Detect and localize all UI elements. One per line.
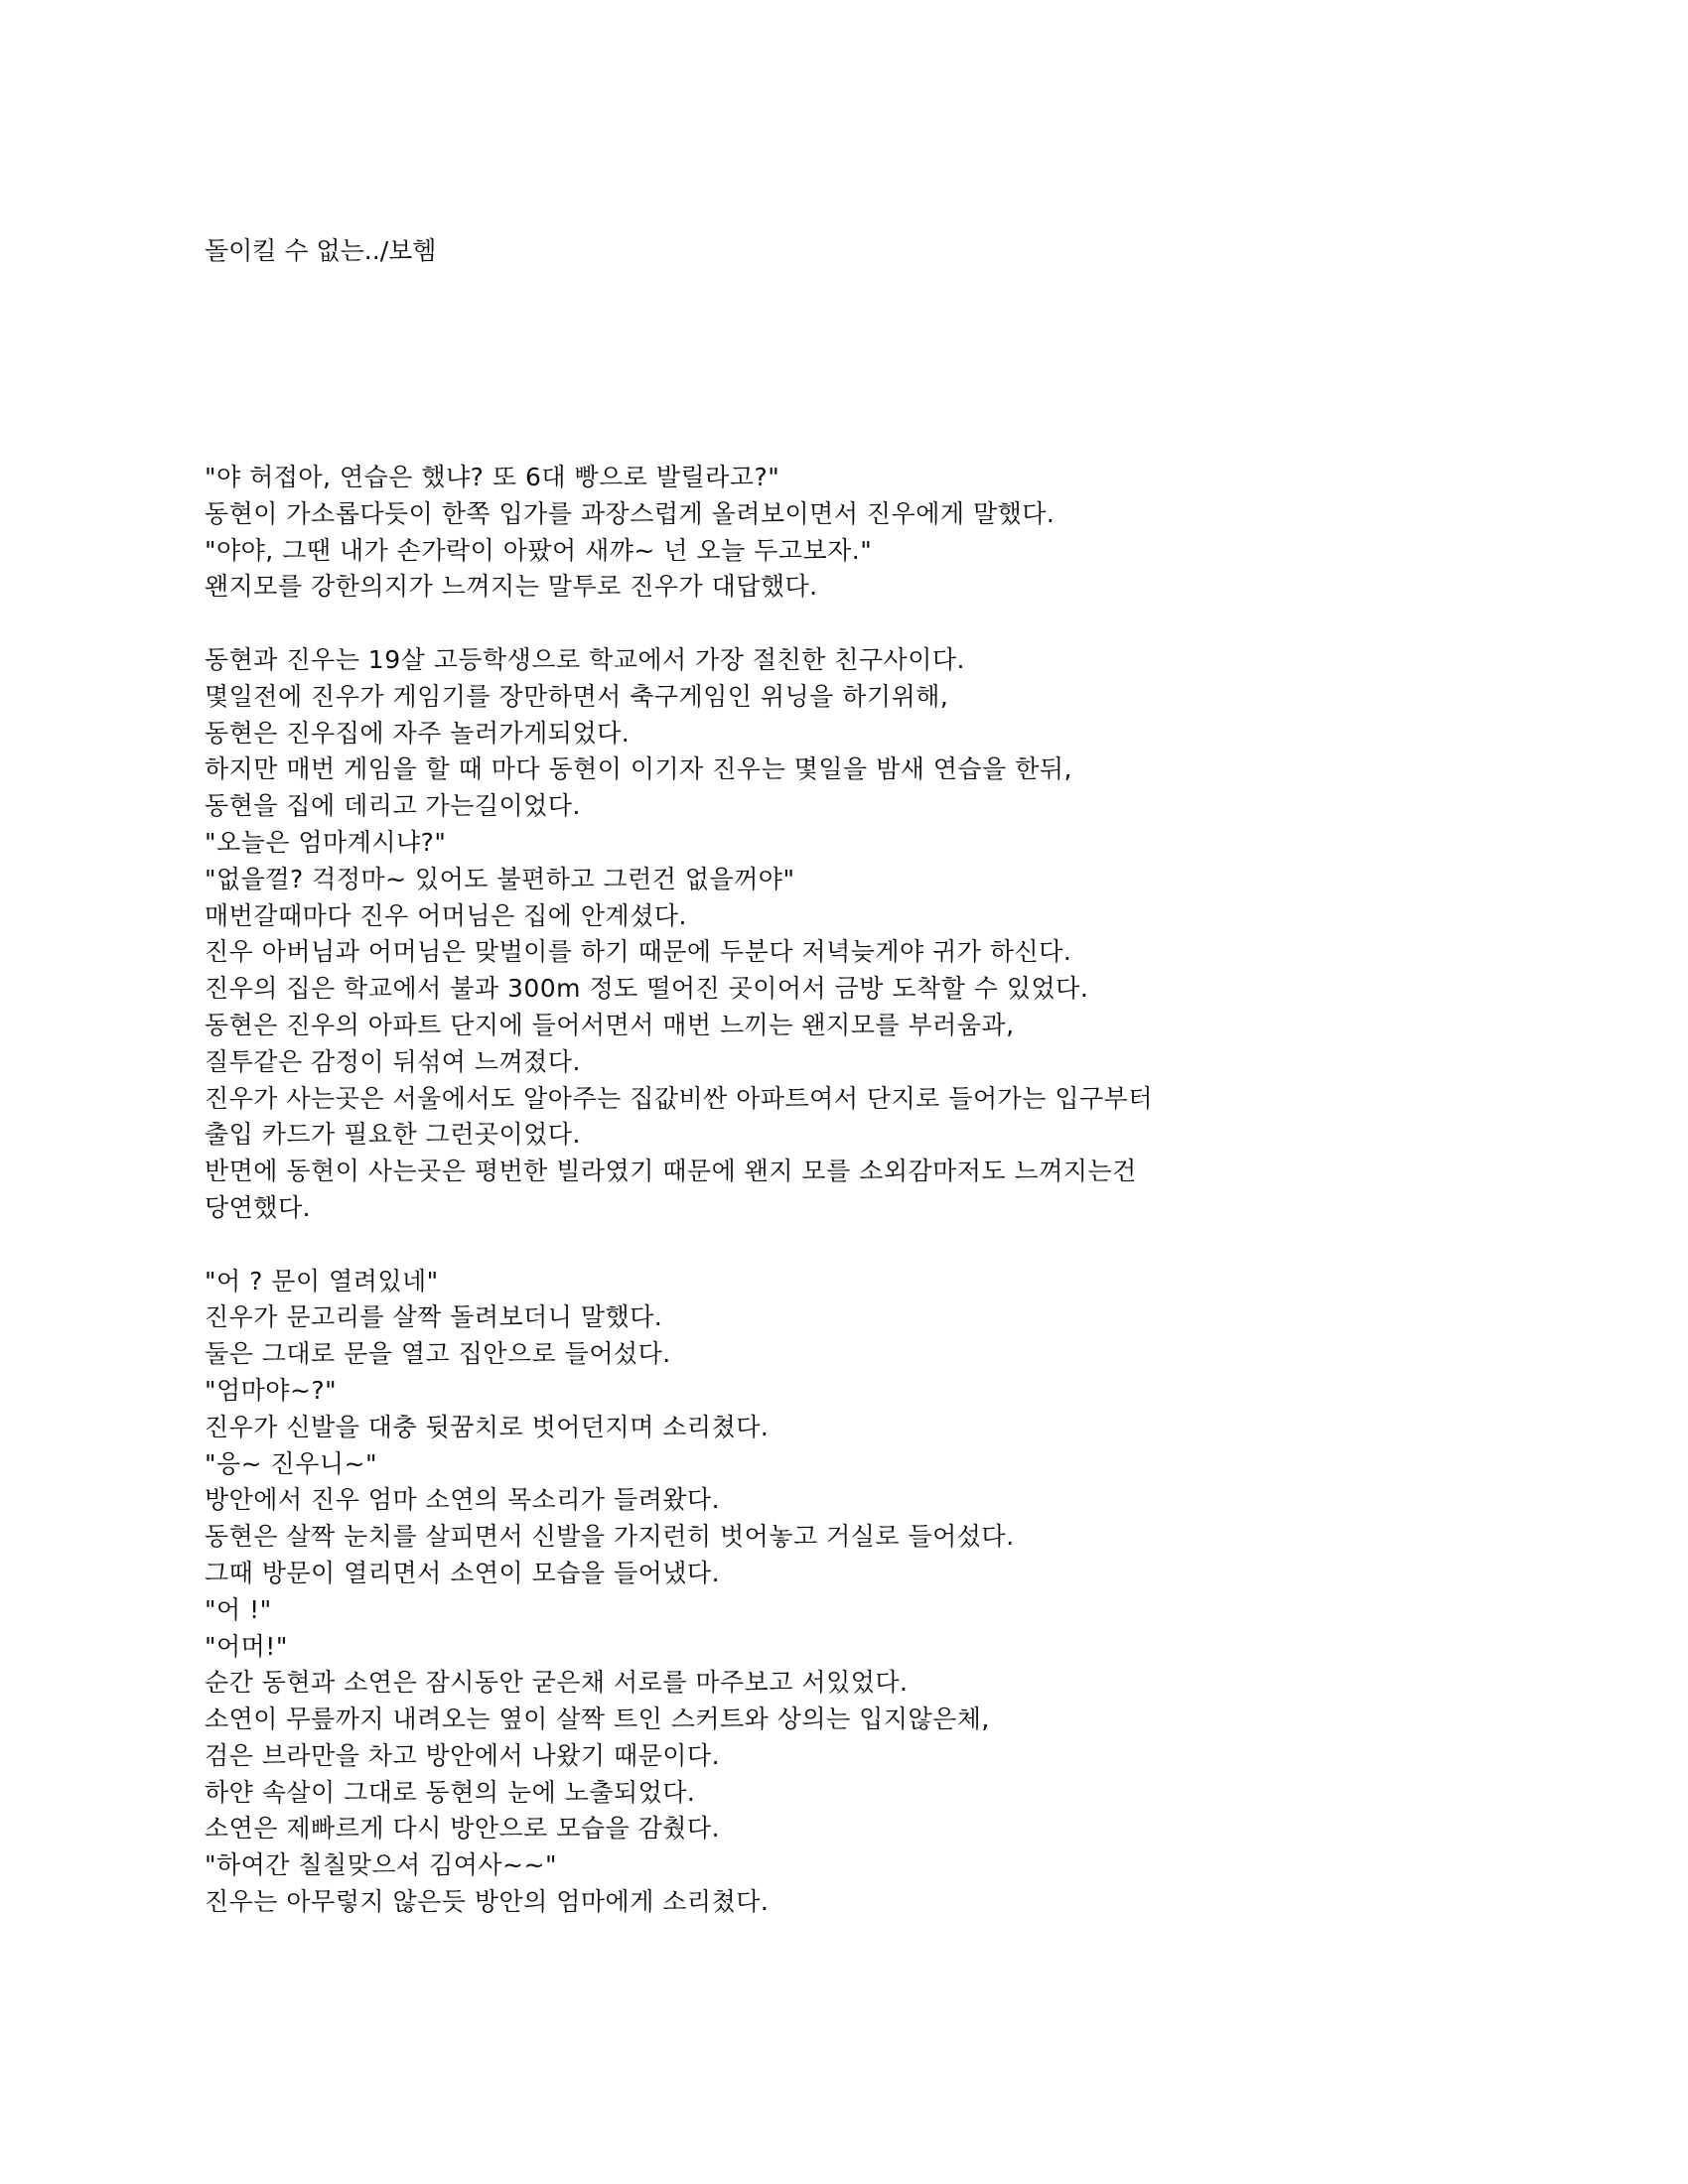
text-line: "엄마야~?" (205, 1375, 338, 1405)
document-title: 돌이킬 수 없는../보헴 (205, 236, 437, 265)
text-line: 매번갈때마다 진우 어머님은 집에 안계셨다. (205, 900, 687, 930)
text-line: 진우는 아무렇지 않은듯 방안의 엄마에게 소리쳤다. (205, 1887, 770, 1917)
text-line: 동현을 집에 데리고 가는길이었다. (205, 791, 581, 821)
text-line: "없을껄? 걱정마~ 있어도 불편하고 그런건 없을꺼야" (205, 864, 795, 893)
paragraph (205, 1264, 1495, 1921)
paragraph (205, 460, 1495, 606)
text-line: 하얀 속살이 그대로 동현의 눈에 노출되었다. (205, 1777, 696, 1807)
paragraph-gap (205, 1227, 1495, 1264)
text-line: "어머!" (205, 1631, 288, 1661)
text-line: 검은 브라만을 차고 방안에서 나왔기 때문이다. (205, 1740, 721, 1770)
text-line: "어 ? 문이 열려있네" (205, 1266, 439, 1296)
text-line: "어 !" (205, 1594, 272, 1624)
paragraph (205, 642, 1495, 1227)
text-line: 순간 동현과 소연은 잠시동안 굳은채 서로를 마주보고 서있었다. (205, 1668, 909, 1698)
text-line: 왠지모를 강한의지가 느껴지는 말투로 진우가 대답했다. (205, 572, 818, 602)
text-line: 소연은 제빠르게 다시 방안으로 모습을 감췄다. (205, 1814, 721, 1843)
text-line: 질투같은 감정이 뒤섞여 느껴졌다. (205, 1046, 581, 1076)
document-body (205, 460, 1495, 1921)
text-line: 몇일전에 진우가 게임기를 장만하면서 축구게임인 위닝을 하기위해, (205, 681, 949, 711)
text-line: 진우의 집은 학교에서 불과 300m 정도 떨어진 곳이어서 금방 도착할 수 있었다. (205, 974, 1089, 1004)
text-line: 동현은 살짝 눈치를 살피면서 신발을 가지런히 벗어놓고 거실로 들어섰다. (205, 1522, 1015, 1552)
text-line: "야 허접아, 연습은 했냐? 또 6대 빵으로 발릴라고?" (205, 463, 780, 491)
text-line: 당연했다. (205, 1192, 312, 1222)
text-line: 동현은 진우의 아파트 단지에 들어서면서 매번 느끼는 왠지모를 부러움과, (205, 1010, 1015, 1039)
text-line: 소연이 무릎까지 내려오는 옆이 살짝 트인 스커트와 상의는 입지않은체, (205, 1705, 990, 1734)
text-line: 동현이 가소롭다듯이 한쪽 입가를 과장스럽게 올려보이면서 진우에게 말했다. (205, 498, 1055, 528)
text-line: "오늘은 엄마계시냐?" (205, 827, 447, 857)
text-line: 진우가 문고리를 살짝 돌려보더니 말했다. (205, 1302, 663, 1332)
text-line: 동현과 진우는 19살 고등학생으로 학교에서 가장 절친한 친구사이다. (205, 644, 965, 674)
text-line: 둘은 그대로 문을 열고 집안으로 들어섰다. (205, 1339, 671, 1369)
text-line: 동현은 진우집에 자주 놀러가게되었다. (205, 718, 631, 748)
text-line: 출입 카드가 필요한 그런곳이었다. (205, 1120, 581, 1150)
text-line: "응~ 진우니~" (205, 1448, 377, 1478)
paragraph-gap (205, 606, 1495, 642)
text-line: 진우가 신발을 대충 뒷꿈치로 벗어던지며 소리쳤다. (205, 1412, 770, 1441)
text-line: 그때 방문이 열리면서 소연이 모습을 들어냈다. (205, 1558, 721, 1587)
text-line: 진우가 사는곳은 서울에서도 알아주는 집값비싼 아파트여서 단지로 들어가는 입구부터 (205, 1083, 1153, 1113)
text-line: 하지만 매번 게임을 할 때 마다 동현이 이기자 진우는 몇일을 밤새 연습을 한뒤, (205, 754, 1072, 784)
text-line: "야야, 그땐 내가 손가락이 아팠어 새꺄~ 넌 오늘 두고보자." (205, 535, 873, 565)
text-line: 방안에서 진우 엄마 소연의 목소리가 들려왔다. (205, 1485, 721, 1515)
text-line: 진우 아버님과 어머님은 맞벌이를 하기 때문에 두분다 저녁늦게야 귀가 하신다. (205, 937, 1072, 967)
text-line: "하여간 칠칠맞으셔 김여사~~" (205, 1850, 557, 1880)
text-line: 반면에 동현이 사는곳은 평번한 빌라였기 때문에 왠지 모를 소외감마저도 느껴지는건 (205, 1157, 1137, 1186)
